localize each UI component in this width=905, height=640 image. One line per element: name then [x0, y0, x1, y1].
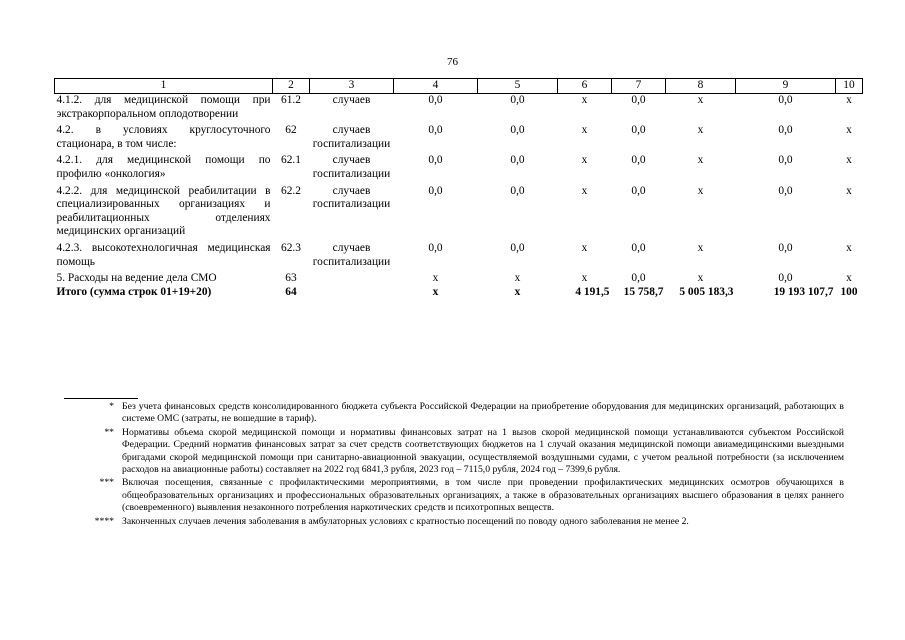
row-unit: случаев госпитализации: [312, 124, 391, 150]
footnote-text: Без учета финансовых средств консолидированного бюджета субъекта Российской Федерации на приобретение оборудования для медицинских организаций, работающих в системе ОМС (затраты, не вошедшие в тариф).: [122, 401, 844, 425]
cell-col10: х: [846, 154, 852, 167]
cell-col6: х: [581, 184, 588, 197]
column-header: 7: [612, 79, 666, 94]
cell-col6: х: [581, 124, 588, 137]
footnote: [54, 401, 844, 426]
cell-col6: х: [581, 154, 588, 167]
cell-col4: 0,0: [428, 241, 443, 254]
cell-col6: х: [581, 94, 588, 106]
column-header: 3: [310, 79, 394, 94]
table-header-row: [55, 79, 863, 94]
row-unit: случаев: [332, 94, 371, 106]
footnote-marker: ****: [94, 515, 114, 527]
column-header: 8: [666, 79, 736, 94]
cell-col4: 0,0: [428, 184, 443, 197]
row-code: 62.2: [281, 184, 301, 197]
row-name: 4.2. в условиях круглосуточного стационара, в том числе:: [56, 124, 271, 150]
column-header: 1: [55, 79, 273, 94]
cell-col9: 0,0: [778, 94, 793, 106]
cell-col7: 0,0: [631, 272, 646, 285]
footnote-marker: **: [104, 426, 114, 438]
row-code: 62.1: [281, 154, 301, 167]
cell-col5: 0,0: [510, 154, 525, 167]
cell-col4: х: [432, 272, 439, 285]
row-code: 62.3: [281, 241, 301, 254]
column-header: 2: [273, 79, 310, 94]
row-name: 5. Расходы на ведение дела СМО: [56, 272, 217, 285]
cell-col10: х: [846, 124, 852, 137]
cell-col8: х: [697, 272, 704, 285]
column-header: 9: [736, 79, 836, 94]
cell-col9: 0,0: [778, 154, 793, 167]
cell-col6: х: [581, 241, 588, 254]
cell-col5: 0,0: [510, 124, 525, 137]
footnote-text: Включая посещения, связанные с профилактическими мероприятиями, в том числе при проведении профилактических медицинских осмотров обучающихся в общеобразовательных организациях и профессиональных образовательных организациях, а также в образовательных организациях высшего образования в целях раннего (своевременного) выявления незаконного потребления наркотических средств и психотропных веществ.: [122, 477, 844, 514]
data-table: [54, 78, 863, 302]
cell-col8: х: [697, 124, 704, 137]
cell-col9: 0,0: [778, 272, 793, 285]
footnote-divider: [64, 398, 138, 399]
cell-col9: 19 193 107,7: [773, 285, 834, 298]
cell-col5: 0,0: [510, 184, 525, 197]
row-code: 64: [285, 285, 297, 298]
cell-col9: 0,0: [778, 184, 793, 197]
cell-col10: х: [846, 94, 852, 106]
cell-col4: 0,0: [428, 94, 443, 106]
cell-col6: х: [581, 272, 588, 285]
cell-col5: 0,0: [510, 241, 525, 254]
table-row: [55, 124, 863, 154]
row-unit: случаев госпитализации: [312, 184, 391, 211]
row-name: 4.2.2. для медицинской реабилитации в специализированных организациях и реабилитационных отделениях медицинских организаций: [56, 184, 271, 238]
cell-col9: 0,0: [778, 124, 793, 137]
table-row: [55, 185, 863, 242]
cell-col4: х: [432, 285, 439, 298]
cell-col4: 0,0: [428, 154, 443, 167]
footnote: [54, 427, 844, 477]
footnote-text: Законченных случаев лечения заболевания в амбулаторных условиях с кратностью посещений по поводу одного заболевания не менее 2.: [122, 515, 689, 527]
cell-col7: 0,0: [631, 94, 646, 106]
cell-col8: х: [697, 184, 704, 197]
footnotes: [54, 401, 844, 529]
column-header: 4: [394, 79, 478, 94]
cell-col5: х: [514, 285, 521, 298]
cell-col9: 0,0: [778, 241, 793, 254]
column-header: 10: [836, 79, 863, 94]
row-unit: [310, 272, 394, 286]
cell-col4: 0,0: [428, 124, 443, 137]
page-number: 76: [447, 56, 458, 68]
cell-col7: 0,0: [631, 124, 646, 137]
cell-col10: х: [846, 184, 852, 197]
footnote-marker: ***: [99, 477, 114, 489]
footnote: [54, 516, 844, 528]
cell-col10: 100: [840, 285, 858, 298]
row-code: 62: [285, 124, 297, 137]
cell-col8: х: [697, 154, 704, 167]
footnote-text: Нормативы объема скорой медицинской помощи и нормативы финансовых затрат на 1 вызов скорой медицинской помощи устанавливаются субъектом Российской Федерации. Средний норматив финансовых затрат за счет средств соответствующих бюджетов на 1 случай оказания медицинской помощи авиамедицинскими выездными бригадами скорой медицинской помощи при санитарно-авиационной эвакуации, осуществляемой воздушными судами, с учетом реальной потребности (за исключением расходов на авиационные работы) составляет на 2022 год 6841,3 рубля, 2023 год – 7115,0 рубля, 2024 год – 7399,6 рубля.: [122, 426, 844, 476]
table-row: [55, 154, 863, 184]
cell-col8: х: [697, 94, 704, 106]
footnote: [54, 477, 844, 514]
cell-col7: 0,0: [631, 241, 646, 254]
row-name: 4.2.1. для медицинской помощи по профилю «онкология»: [56, 154, 271, 180]
table-row: [55, 242, 863, 272]
column-header: 6: [558, 79, 612, 94]
table-row: [55, 94, 863, 125]
row-unit: [310, 286, 394, 303]
cell-col8: 5 005 183,3: [679, 285, 734, 298]
cell-col7: 15 758,7: [623, 285, 664, 298]
row-name: 4.1.2. для медицинской помощи при экстракорпоральном оплодотворении: [56, 94, 271, 120]
cell-col10: х: [846, 272, 852, 285]
table-total-row: [55, 286, 863, 303]
cell-col5: х: [514, 272, 521, 285]
row-unit: случаев госпитализации: [312, 241, 391, 268]
row-name: 4.2.3. высокотехнологичная медицинская помощь: [56, 241, 271, 268]
cell-col7: 0,0: [631, 184, 646, 197]
footnote-marker: *: [109, 401, 114, 412]
row-unit: случаев госпитализации: [312, 154, 391, 180]
row-code: 61.2: [281, 94, 301, 106]
cell-col6: 4 191,5: [575, 285, 610, 298]
cell-col8: х: [697, 241, 704, 254]
table-row: [55, 272, 863, 286]
row-code: 63: [285, 272, 297, 285]
column-header: 5: [478, 79, 558, 94]
cell-col5: 0,0: [510, 94, 525, 106]
row-name: Итого (сумма строк 01+19+20): [56, 285, 212, 298]
cell-col7: 0,0: [631, 154, 646, 167]
cell-col10: х: [846, 241, 852, 254]
